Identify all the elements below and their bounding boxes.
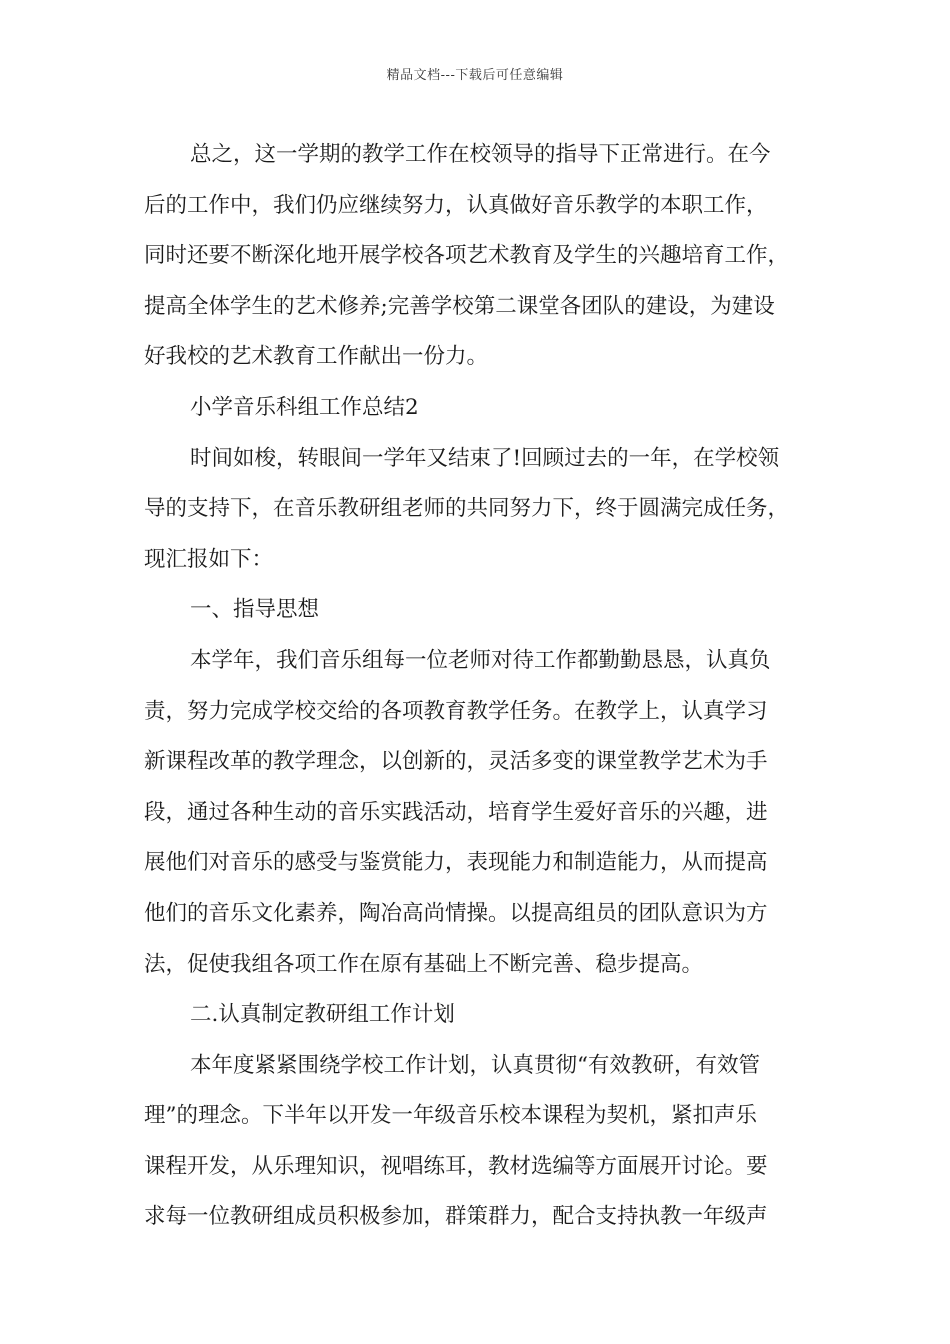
paragraph-line: 求每一位教研组成员积极参加，群策群力，配合支持执教一年级声 — [144, 1204, 768, 1230]
page-header: 精品文档---下载后可任意编辑 — [386, 68, 564, 83]
paragraph-line: 段，通过各种生动的音乐实践活动，培育学生爱好音乐的兴趣，进 — [144, 799, 768, 825]
paragraph-line: 本年度紧紧围绕学校工作计划，认真贯彻“有效教研，有效管 — [190, 1052, 760, 1078]
paragraph-line: 同时还要不断深化地开展学校各项艺术教育及学生的兴趣培育工作， — [144, 243, 790, 269]
paragraph-line: 展他们对音乐的感受与鉴赏能力，表现能力和制造能力，从而提高 — [144, 850, 768, 876]
paragraph-line: 导的支持下，在音乐教研组老师的共同努力下，终于圆满完成任务， — [144, 496, 790, 522]
section-heading: 二.认真制定教研组工作计划 — [190, 1002, 455, 1028]
paragraph-line: 他们的音乐文化素养，陶冶高尚情操。以提高组员的团队意识为方 — [144, 900, 768, 926]
document-body — [144, 130, 824, 1243]
paragraph-line: 课程开发，从乐理知识，视唱练耳，教材选编等方面展开讨论。要 — [144, 1153, 768, 1179]
paragraph-line: 新课程改革的教学理念，以创新的，灵活多变的课堂教学艺术为手 — [144, 749, 768, 775]
paragraph-line: 理”的理念。下半年以开发一年级音乐校本课程为契机，紧扣声乐 — [144, 1103, 757, 1129]
paragraph-line: 本学年，我们音乐组每一位老师对待工作都勤勤恳恳，认真负 — [190, 647, 771, 673]
paragraph-line: 法，促使我组各项工作在原有基础上不断完善、稳步提高。 — [144, 951, 704, 977]
paragraph-line: 提高全体学生的艺术修养;完善学校第二课堂各团队的建设，为建设 — [144, 293, 775, 319]
section-heading: 一、指导思想 — [190, 597, 320, 623]
paragraph-line: 好我校的艺术教育工作献出一份力。 — [144, 344, 489, 370]
paragraph-line: 责，努力完成学校交给的各项教育教学任务。在教学上，认真学习 — [144, 698, 768, 724]
section-title: 小学音乐科组工作总结2 — [190, 394, 419, 420]
paragraph-line: 时间如梭，转眼间一学年又结束了!回顾过去的一年，在学校领 — [190, 445, 780, 471]
paragraph-line: 现汇报如下： — [144, 546, 274, 572]
paragraph-line: 总之，这一学期的教学工作在校领导的指导下正常进行。在今 — [190, 142, 771, 167]
paragraph-line: 后的工作中，我们仍应继续努力，认真做好音乐教学的本职工作， — [144, 192, 768, 218]
